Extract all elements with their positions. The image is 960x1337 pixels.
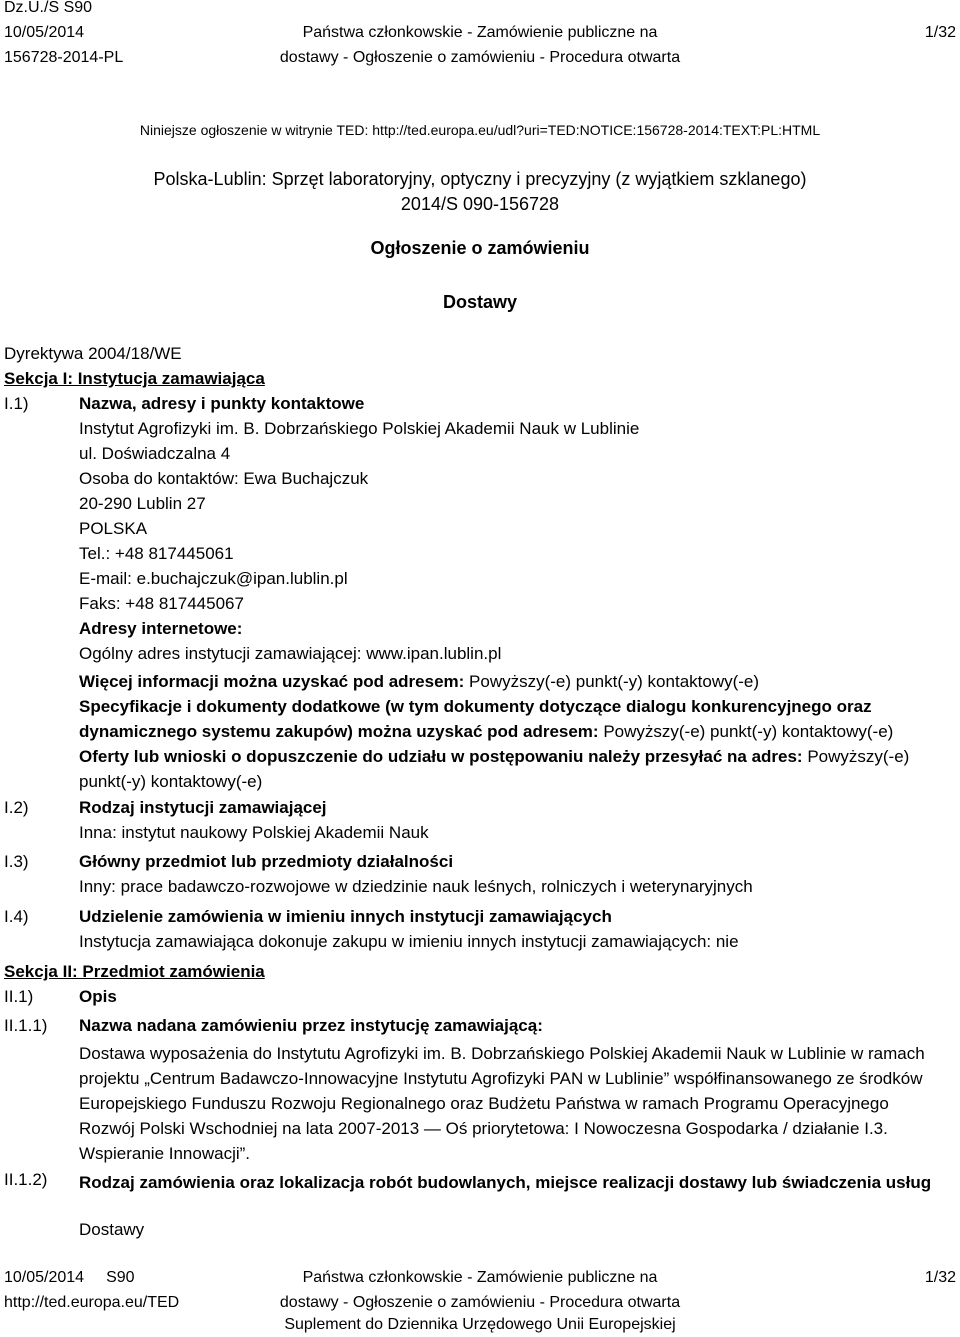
org-phone: Tel.: +48 817445061 <box>79 544 234 563</box>
item-value-i4: Instytucja zamawiająca dokonuje zakupu w imieniu innych instytucji zamawiających: nie <box>79 932 739 951</box>
item-number-ii11: II.1.1) <box>4 1016 48 1035</box>
header-date: 10/05/2014 <box>4 24 85 41</box>
footer-url[interactable]: http://ted.europa.eu/TED <box>4 1294 180 1311</box>
item-number-i1: I.1) <box>4 394 29 413</box>
header-title-line2: dostawy - Ogłoszenie o zamówieniu - Procedura otwarta <box>279 49 681 66</box>
item-label-i4: Udzielenie zamówienia w imieniu innych instytucji zamawiających <box>79 907 612 926</box>
web-addresses-label: Adresy internetowe: <box>79 619 243 638</box>
more-info-label: Więcej informacji można uzyskać pod adresem: <box>79 672 470 691</box>
item-number-ii12: II.1.2) <box>4 1170 48 1189</box>
header-title-line1: Państwa członkowskie - Zamówienie publiczne na <box>302 24 658 41</box>
journal-ref: Dz.U./S S90 <box>4 0 93 16</box>
more-info-line <box>79 669 949 694</box>
org-country: POLSKA <box>79 519 148 538</box>
specs-value: Powyższy(-e) punkt(-y) kontaktowy(-e) <box>603 722 894 741</box>
item-value-ii12: Dostawy <box>79 1220 145 1239</box>
email-line <box>79 569 348 589</box>
specs-label: Specyfikacje i dokumenty dodatkowe (w tym dokumenty dotyczące dialogu konkurencyjnego oraz dynamicznego systemu zakupów) można uzyskać pod adresem: <box>79 697 872 741</box>
contract-title-value: Dostawa wyposażenia do Instytutu Agrofizyki im. B. Dobrzańskiego Polskiej Akademii Nauk w Lublinie w ramach projektu „Centrum Badawczo-Innowacyjne Instytutu Agrofizyki PAN w Lublinie” współfinansowanego ze środków Europejskiego Funduszu Rozwoju Regionalnego oraz Budżetu Państwa w ramach Programu Operacyjnego Rozwój Polski Wschodniej na lata 2007-2013 — Oś priorytetowa: I Nowoczesna Gospodarka / działanie I.3. Wspieranie Innowacji”. <box>79 1044 925 1163</box>
email-link[interactable]: e.buchajczuk@ipan.lublin.pl <box>136 569 348 588</box>
section-2-title: Sekcja II: Przedmiot zamówienia <box>4 962 265 981</box>
item-number-i4: I.4) <box>4 907 29 926</box>
section-1-title: Sekcja I: Instytucja zamawiająca <box>4 369 265 388</box>
item-label-ii11: Nazwa nadana zamówieniu przez instytucję zamawiającą: <box>79 1016 543 1035</box>
ted-notice-link[interactable]: Niniejsze ogłoszenie w witrynie TED: http://ted.europa.eu/udl?uri=TED:NOTICE:156728-2014:TEXT:PL:HTML <box>139 122 821 138</box>
directive: Dyrektywa 2004/18/WE <box>4 344 182 363</box>
footer-date: 10/05/2014 <box>4 1269 85 1286</box>
header-page-number: 1/32 <box>924 24 956 41</box>
more-info-value: Powyższy(-e) punkt(-y) kontaktowy(-e) <box>469 672 760 691</box>
item-value-i2: Inna: instytut naukowy Polskiej Akademii Nauk <box>79 823 429 842</box>
item-label-ii12: Rodzaj zamówienia oraz lokalizacja robót budowlanych, miejsce realizacji dostawy lub świadczenia usług <box>79 1173 932 1192</box>
footer-title-line1: Państwa członkowskie - Zamówienie publiczne na <box>302 1269 658 1286</box>
web-general-line <box>79 644 501 664</box>
item-label-i2: Rodzaj instytucji zamawiającej <box>79 798 327 817</box>
item-number-ii1: II.1) <box>4 987 34 1006</box>
web-general-label: Ogólny adres instytucji zamawiającej: <box>79 644 367 663</box>
email-label: E-mail: <box>79 569 137 588</box>
header-doc-id: 156728-2014-PL <box>4 49 124 66</box>
item-label-i1: Nazwa, adresy i punkty kontaktowe <box>79 394 365 413</box>
footer-page-number: 1/32 <box>924 1269 956 1286</box>
contract-type-title: Dostawy <box>442 292 518 312</box>
org-fax: Faks: +48 817445067 <box>79 594 244 613</box>
web-general-link[interactable]: www.ipan.lublin.pl <box>366 644 502 663</box>
item-number-i2: I.2) <box>4 798 29 817</box>
footer-title-line2: dostawy - Ogłoszenie o zamówieniu - Procedura otwarta <box>279 1294 681 1311</box>
footer-series: S90 <box>106 1269 135 1286</box>
org-name: Instytut Agrofizyki im. B. Dobrzańskiego Polskiej Akademii Nauk w Lublinie <box>79 419 640 438</box>
specs-line <box>79 694 949 744</box>
notice-type-title: Ogłoszenie o zamówieniu <box>370 238 590 258</box>
footer-title-line3: Suplement do Dziennika Urzędowego Unii Europejskiej <box>284 1316 676 1333</box>
notice-heading-line2: 2014/S 090-156728 <box>400 194 560 214</box>
item-label-ii1: Opis <box>79 987 117 1006</box>
contact-person: Osoba do kontaktów: Ewa Buchajczuk <box>79 469 369 488</box>
offers-label: Oferty lub wnioski o dopuszczenie do udziału w postępowaniu należy przesyłać na adres: <box>79 747 808 766</box>
item-number-i3: I.3) <box>4 852 29 871</box>
org-city: 20-290 Lublin 27 <box>79 494 206 513</box>
offers-line <box>79 744 949 794</box>
notice-heading-line1: Polska-Lublin: Sprzęt laboratoryjny, optyczny i precyzyjny (z wyjątkiem szklanego) <box>153 169 807 189</box>
org-street: ul. Doświadczalna 4 <box>79 444 231 463</box>
offers-value: Powyższy(-e) punkt(-y) kontaktowy(-e) <box>79 747 910 791</box>
item-label-i3: Główny przedmiot lub przedmioty działalności <box>79 852 454 871</box>
item-value-i3: Inny: prace badawczo-rozwojowe w dziedzinie nauk leśnych, rolniczych i weterynaryjnych <box>79 877 753 896</box>
